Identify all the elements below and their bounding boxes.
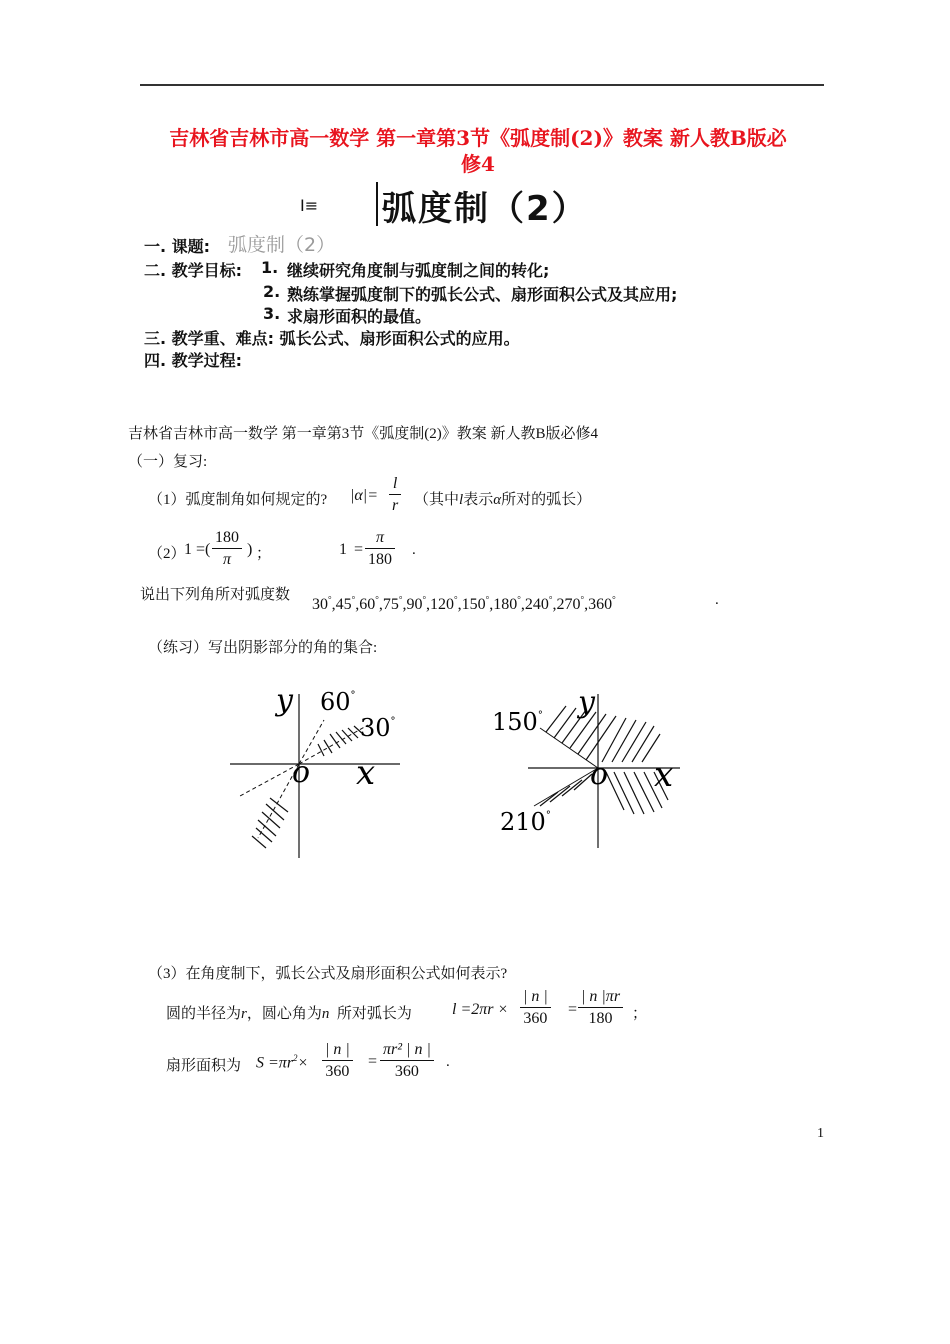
degree-value: 60 xyxy=(359,596,376,614)
review-heading: （一）复习: xyxy=(128,454,208,470)
q2-num1: 180 xyxy=(215,529,239,546)
q2-num2: π xyxy=(375,529,384,546)
degree-value: 90 xyxy=(406,596,423,614)
q1-suffix-alpha: α xyxy=(493,492,502,508)
q2-fraction1 xyxy=(212,528,242,571)
degree-separator: , xyxy=(402,596,407,614)
text-cursor-icon: I≡ xyxy=(300,196,319,215)
q2-lhs1: 1 =( xyxy=(184,541,211,558)
q3-line1 xyxy=(166,1002,412,1023)
degree-separator: , xyxy=(331,596,336,614)
degree-separator: , xyxy=(552,596,557,614)
q1-suffix-l: l xyxy=(459,492,464,508)
goal1-num: 1. xyxy=(261,258,279,277)
degree-separator: , xyxy=(520,596,525,614)
fig1-angle-30: 30° xyxy=(360,714,396,742)
document-title-line2: 修4 xyxy=(461,152,495,176)
q3-line1-n: n xyxy=(321,1006,330,1022)
q1-num: l xyxy=(392,475,398,492)
degree-mark: ° xyxy=(375,595,379,605)
q3-eq-mid: = xyxy=(568,1001,578,1018)
q2-sep: ； xyxy=(256,546,272,562)
q3-line1-a: 圆的半径为 xyxy=(166,1006,242,1022)
degree-mark: ° xyxy=(398,595,403,605)
top-rule xyxy=(140,84,824,86)
fig1-y-label: y xyxy=(276,683,293,718)
q3-frac2-num: | n |πr xyxy=(581,988,621,1005)
degree-separator: , xyxy=(457,596,462,614)
degrees-end: . xyxy=(715,592,719,608)
degree-mark: ° xyxy=(548,595,553,605)
q3-frac4 xyxy=(380,1040,434,1083)
degree-mark: ° xyxy=(517,595,521,605)
subtitle: 吉林省吉林市高一数学 第一章第3节《弧度制(2)》教案 新人教B版必修4 xyxy=(128,426,598,442)
goal3-text: 求扇形面积的最值。 xyxy=(287,307,432,326)
q3-question: （3）在角度制下，弧长公式及扇形面积公式如何表示? xyxy=(148,966,508,982)
q3-line1-end: ； xyxy=(632,1006,648,1022)
degree-mark: ° xyxy=(485,595,490,605)
q3-frac3-den: 360 xyxy=(325,1063,350,1080)
degree-mark: ° xyxy=(612,595,616,605)
q3-frac1-num: | n | xyxy=(523,988,548,1005)
figure-2 xyxy=(490,680,690,850)
ray-210 xyxy=(534,768,598,806)
fig1-origin-label: o xyxy=(292,755,311,790)
q1-suffix-b: 表示 xyxy=(463,492,494,508)
q3-frac1-den: 360 xyxy=(523,1010,548,1027)
fig2-x-label: x xyxy=(654,755,674,795)
degree-value: 270 xyxy=(556,596,581,614)
q2-den2: 180 xyxy=(368,551,392,568)
q2-close: ) xyxy=(247,541,253,558)
goal3-num: 3. xyxy=(263,304,281,323)
goal1-text: 继续研究角度制与弧度制之间的转化; xyxy=(287,261,550,280)
q2-end: . xyxy=(412,542,416,558)
item2-label: 二. 教学目标: xyxy=(144,261,243,280)
q2-eq2: = xyxy=(354,541,364,558)
q1-lhs: |α|= xyxy=(350,487,378,504)
fig2-angle-150: 150° xyxy=(492,708,543,736)
item3: 三. 教学重、难点: 弧长公式、扇形面积公式的应用。 xyxy=(144,329,520,348)
q3-frac1 xyxy=(520,987,551,1030)
fig2-y-label: y xyxy=(578,685,595,720)
degree-separator: , xyxy=(426,596,431,614)
degrees-prompt: 说出下列角所对弧度数 xyxy=(140,587,291,603)
degree-separator: , xyxy=(355,596,360,614)
goal2-num: 2. xyxy=(263,282,281,301)
degree-value: 75 xyxy=(382,596,399,614)
q3-line1-r: r xyxy=(241,1006,247,1022)
degree-separator: , xyxy=(489,596,494,614)
page-number: 1 xyxy=(817,1126,824,1141)
q1-prefix: （1）弧度制角如何规定的? xyxy=(148,492,328,508)
degree-value: 360 xyxy=(588,596,613,614)
q3-s-times: × xyxy=(297,1054,309,1072)
figure-1 xyxy=(222,680,412,860)
hatch-upper xyxy=(546,706,660,762)
degree-mark: ° xyxy=(454,595,458,605)
title-caret xyxy=(376,182,378,226)
big-title: 弧度制（2） xyxy=(382,189,588,229)
hatch-q3 xyxy=(252,798,288,848)
fig1-angle-60: 60° xyxy=(320,688,356,716)
q1-suffix xyxy=(414,488,591,509)
item1-label: 一. 课题: xyxy=(144,237,211,256)
q3-eq-mid2: = xyxy=(368,1053,378,1070)
degree-value: 30 xyxy=(312,596,328,614)
q2-lhs2: 1 xyxy=(339,541,347,558)
q3-frac4-den: 360 xyxy=(394,1063,419,1080)
q3-line2-end: . xyxy=(446,1054,450,1070)
document-title-line1: 吉林省吉林市高一数学 第一章第3节《弧度制(2)》教案 新人教B版必 xyxy=(169,126,787,150)
q3-l-eq: l =2πr × xyxy=(452,1001,509,1018)
degree-mark: ° xyxy=(351,595,356,605)
degree-separator: , xyxy=(378,596,383,614)
item1-value: 弧度制（2） xyxy=(228,234,336,256)
item4: 四. 教学过程: xyxy=(144,351,243,370)
q3-s-sup: 2 xyxy=(293,1053,298,1063)
degrees-list xyxy=(312,595,616,614)
q1-suffix-a: （其中 xyxy=(414,492,460,508)
degree-separator: , xyxy=(584,596,589,614)
fig2-origin-label: o xyxy=(590,757,609,792)
degree-value: 150 xyxy=(461,596,486,614)
degree-value: 45 xyxy=(335,596,352,614)
q3-frac3-num: | n | xyxy=(325,1041,350,1058)
q2-label: （2） xyxy=(148,546,186,562)
q1-den: r xyxy=(392,497,399,514)
q3-frac2-den: 180 xyxy=(588,1010,613,1027)
degree-value: 120 xyxy=(430,596,455,614)
degree-value: 240 xyxy=(524,596,549,614)
q3-line2-a: 扇形面积为 xyxy=(166,1058,242,1074)
q3-line1-c: 所对弧长为 xyxy=(336,1006,412,1022)
q3-frac3 xyxy=(322,1040,353,1083)
degree-mark: ° xyxy=(328,595,332,605)
q3-line1-b: ，圆心角为 xyxy=(246,1006,322,1022)
q1-fraction xyxy=(389,474,401,517)
q2-den1: π xyxy=(222,551,231,568)
q2-fraction2 xyxy=(365,528,395,571)
ray-210 xyxy=(240,764,299,796)
degree-value: 180 xyxy=(493,596,518,614)
q3-frac4-num: πr² | n | xyxy=(383,1041,431,1058)
q1-suffix-c: 所对的弧长） xyxy=(501,492,592,508)
fig1-x-label: x xyxy=(356,753,376,793)
degree-mark: ° xyxy=(580,595,585,605)
fig2-angle-210: 210° xyxy=(500,808,551,836)
goal2-text: 熟练掌握弧度制下的弧长公式、扇形面积公式及其应用; xyxy=(287,285,678,304)
q3-s-eq xyxy=(256,1053,308,1072)
q3-s-eq-text: S =πr xyxy=(256,1054,294,1072)
q3-frac2 xyxy=(578,987,623,1030)
exercise-prompt: （练习）写出阴影部分的角的集合: xyxy=(148,640,378,656)
degree-mark: ° xyxy=(422,595,427,605)
hatch-q1 xyxy=(318,726,364,756)
